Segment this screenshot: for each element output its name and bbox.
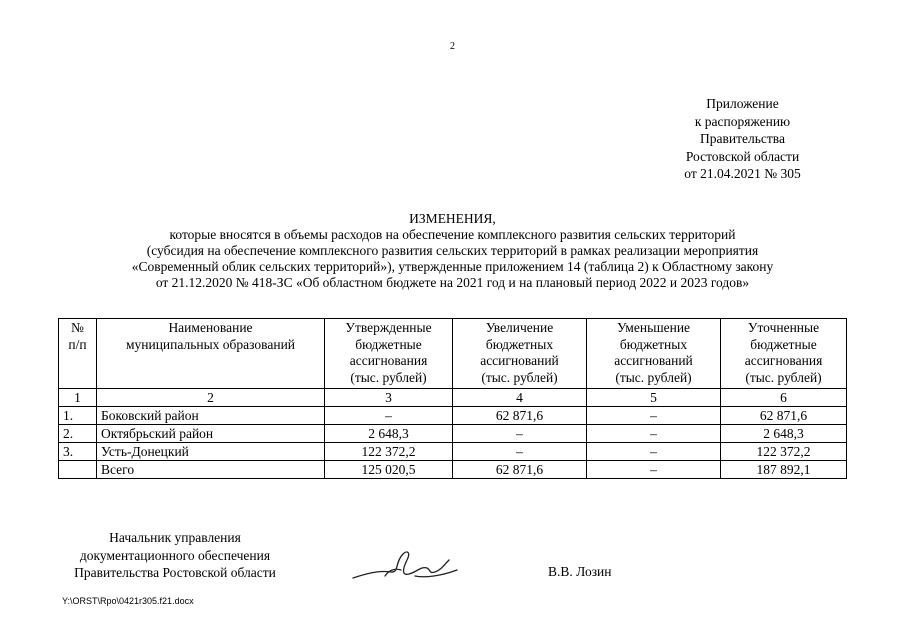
table-row: [59, 407, 847, 425]
table-total-row: [59, 461, 847, 479]
table-header-row: [59, 319, 847, 389]
column-number: 5: [587, 389, 721, 407]
cell-increase: 62 871,6: [453, 461, 587, 479]
cell-municipality: Октябрьский район: [97, 425, 325, 443]
header-number: № п/п: [59, 319, 97, 389]
cell-municipality: Боковский район: [97, 407, 325, 425]
cell-number: 3.: [59, 443, 97, 461]
cell-approved: 125 020,5: [325, 461, 453, 479]
position-line: Правительства Ростовской области: [74, 565, 276, 580]
cell-refined: 187 892,1: [721, 461, 847, 479]
position-line: Начальник управления: [109, 530, 241, 545]
appendix-line: от 21.04.2021 № 305: [684, 166, 801, 181]
table-row: [59, 443, 847, 461]
signatory-position: [55, 529, 295, 582]
cell-increase: –: [453, 425, 587, 443]
cell-decrease: –: [587, 407, 721, 425]
column-number: 3: [325, 389, 453, 407]
signatory-name: В.В. Лозин: [548, 564, 612, 579]
title-line: которые вносятся в объемы расходов на обеспечение комплексного развития сельских территорий: [169, 227, 736, 242]
column-number: 6: [721, 389, 847, 407]
header-decrease: Уменьшение бюджетных ассигнований (тыс. рублей): [587, 319, 721, 389]
cell-number: 1.: [59, 407, 97, 425]
cell-decrease: –: [587, 425, 721, 443]
header-increase: Увеличение бюджетных ассигнований (тыс. рублей): [453, 319, 587, 389]
title-line: (субсидия на обеспечение комплексного развития сельских территорий в рамках реализации мероприятия: [146, 243, 759, 258]
title-line: «Современный облик сельских территорий»), утвержденные приложением 14 (таблица 2) к Областному закону: [131, 259, 774, 274]
header-approved: Утвержденные бюджетные ассигнования (тыс. рублей): [325, 319, 453, 389]
header-refined: Уточненные бюджетные ассигнования (тыс. рублей): [721, 319, 847, 389]
cell-increase: –: [453, 443, 587, 461]
appendix-line: к распоряжению: [694, 113, 791, 129]
header-municipality: Наименование муниципальных образований: [97, 319, 325, 389]
appendix-line: Правительства: [700, 131, 785, 146]
document-title: [50, 211, 855, 291]
column-number-row: [59, 389, 847, 407]
budget-table: [58, 318, 847, 479]
column-number: 2: [97, 389, 325, 407]
title-heading: ИЗМЕНЕНИЯ,: [409, 211, 496, 226]
cell-refined: 2 648,3: [721, 425, 847, 443]
table-row: [59, 425, 847, 443]
cell-number: [59, 461, 97, 479]
file-path: Y:\ORST\Rpo\0421r305.f21.docx: [62, 596, 194, 606]
page-number: 2: [450, 41, 455, 52]
cell-municipality: Усть-Донецкий: [97, 443, 325, 461]
position-line: документационного обеспечения: [79, 547, 271, 563]
cell-approved: 122 372,2: [325, 443, 453, 461]
cell-decrease: –: [587, 443, 721, 461]
cell-approved: 2 648,3: [325, 425, 453, 443]
appendix-block: [640, 95, 845, 183]
cell-decrease: –: [587, 461, 721, 479]
cell-number: 2.: [59, 425, 97, 443]
cell-municipality: Всего: [97, 461, 325, 479]
appendix-line: Приложение: [706, 96, 779, 111]
cell-refined: 62 871,6: [721, 407, 847, 425]
appendix-line: Ростовской области: [685, 148, 800, 164]
title-line: от 21.12.2020 № 418-ЗС «Об областном бюджете на 2021 год и на плановый период 2022 и 2023 годов»: [155, 275, 750, 290]
cell-refined: 122 372,2: [721, 443, 847, 461]
column-number: 4: [453, 389, 587, 407]
cell-approved: –: [325, 407, 453, 425]
cell-increase: 62 871,6: [453, 407, 587, 425]
handwritten-signature: [345, 540, 465, 595]
column-number: 1: [59, 389, 97, 407]
